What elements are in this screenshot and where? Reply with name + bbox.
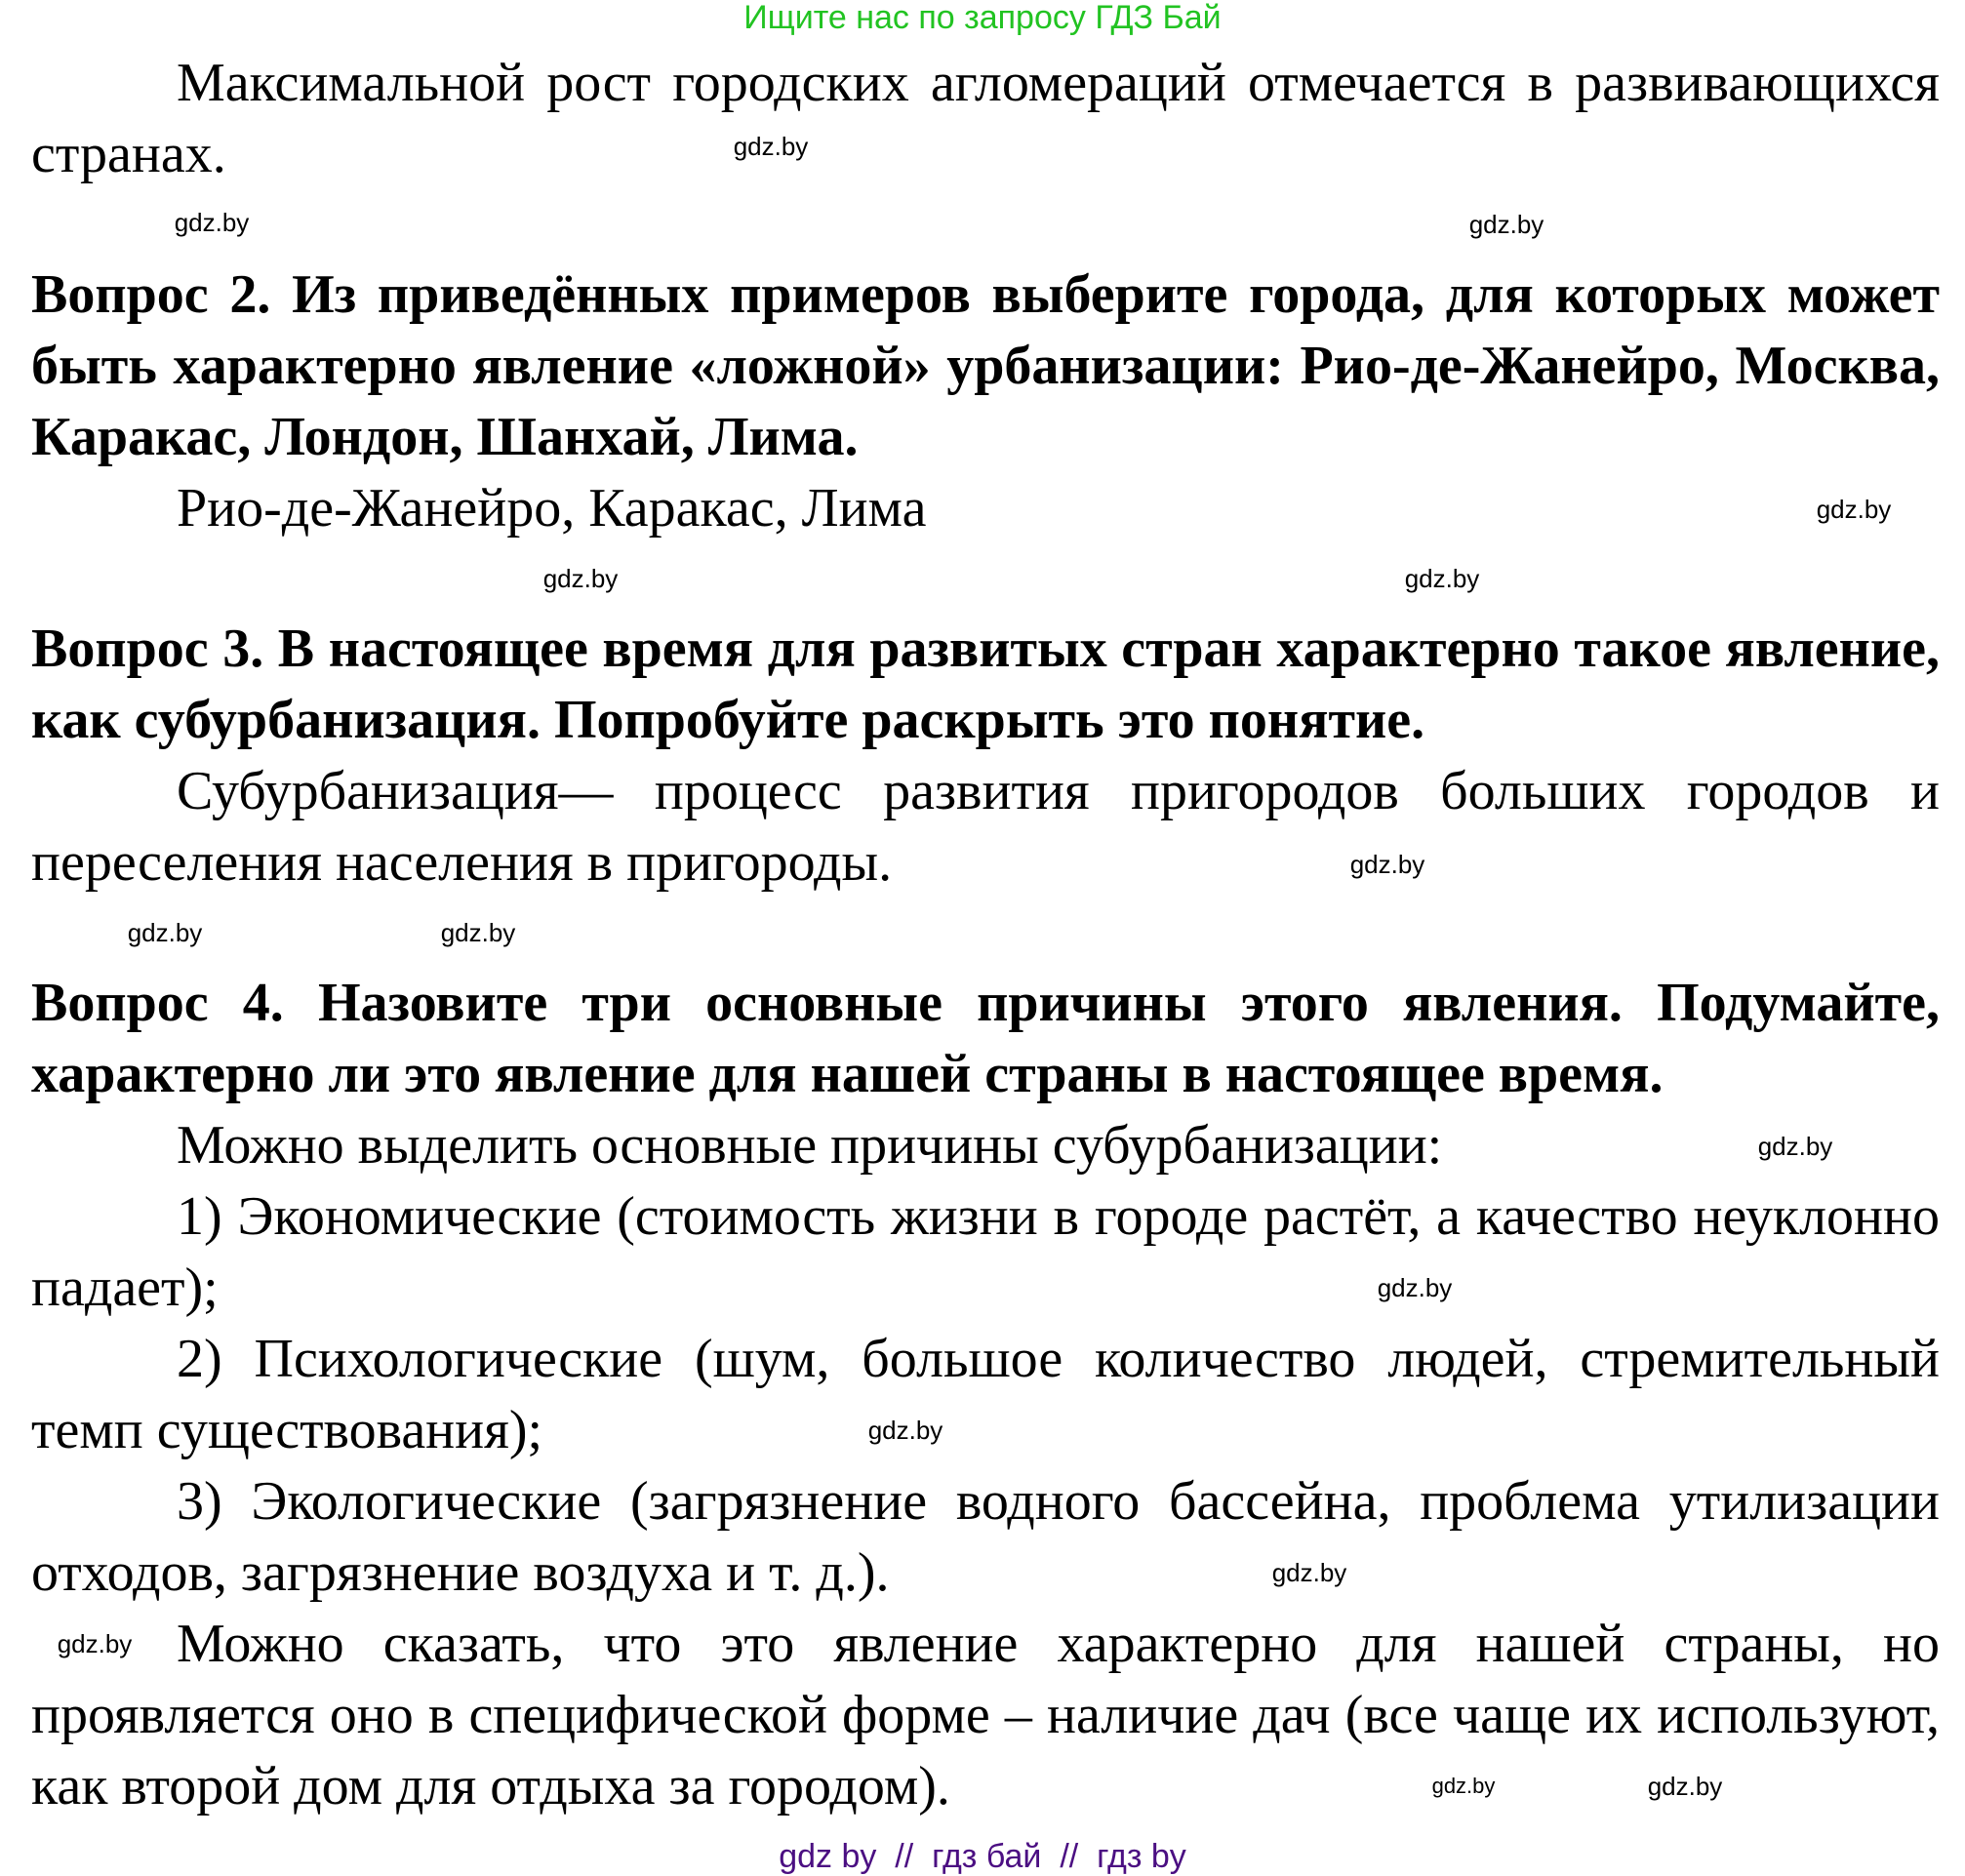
watermark: gdz.by <box>1404 564 1480 593</box>
question-2: Вопрос 2. Из приведённых примеров выберите города, для которых может быть характерно явление «ложной» урбанизации: Рио-де-Жанейро, Москва, Каракас, Лондон, Шанхай, Лима. <box>31 264 1940 467</box>
answer-paragraph-1: Максимальной рост городских агломераций отмечается в развивающихся странах. <box>31 53 1940 184</box>
watermark: gdz.by <box>440 918 516 947</box>
watermark: gdz.by <box>542 564 619 593</box>
watermark: gdz.by <box>1431 1774 1496 1798</box>
answer-4-conclusion: Можно сказать, что это явление характерно для нашей страны, но проявляется оно в специфической форме – наличие дач (все чаще их используют, как второй дом для отдыха за городом). <box>31 1614 1940 1816</box>
watermark: gdz.by <box>174 208 250 237</box>
answer-4-item-1: 1) Экономические (стоимость жизни в городе растёт, а качество неуклонно падает); <box>31 1186 1940 1318</box>
answer-4-item-3: 3) Экологические (загрязнение водного бассейна, проблема утилизации отходов, загрязнение воздуха и т. д.). <box>31 1471 1940 1603</box>
watermark: gdz.by <box>1816 495 1892 524</box>
watermark: gdz.by <box>867 1416 943 1445</box>
watermark: gdz.by <box>1271 1558 1347 1587</box>
watermark: gdz.by <box>1468 210 1544 239</box>
watermark: gdz.by <box>127 918 203 947</box>
answer-4-item-2: 2) Психологические (шум, большое количество людей, стремительный темп существования); <box>31 1329 1940 1460</box>
document-body <box>31 48 1940 1822</box>
watermark: gdz.by <box>1757 1132 1833 1161</box>
answer-2: Рио-де-Жанейро, Каракас, Лима <box>177 478 927 539</box>
answer-3: Субурбанизация— процесс развития пригородов больших городов и переселения населения в пригороды. <box>31 761 1940 893</box>
watermark: gdz.by <box>733 132 809 161</box>
watermark: gdz.by <box>1647 1772 1723 1801</box>
answer-4-intro: Можно выделить основные причины субурбанизации: <box>177 1115 1443 1176</box>
watermark: gdz.by <box>1349 850 1425 879</box>
question-3: Вопрос 3. В настоящее время для развитых стран характерно такое явление, как субурбанизация. Попробуйте раскрыть это понятие. <box>31 619 1940 750</box>
footer-site-links: gdz by // гдз бай // гдз by <box>779 1838 1186 1875</box>
watermark: gdz.by <box>1377 1273 1453 1302</box>
question-4: Вопрос 4. Назовите три основные причины этого явления. Подумайте, характерно ли это явление для нашей страны в настоящее время. <box>31 973 1940 1104</box>
watermark: gdz.by <box>57 1629 133 1658</box>
search-hint-banner: Ищите нас по запросу ГДЗ Бай <box>743 0 1222 36</box>
